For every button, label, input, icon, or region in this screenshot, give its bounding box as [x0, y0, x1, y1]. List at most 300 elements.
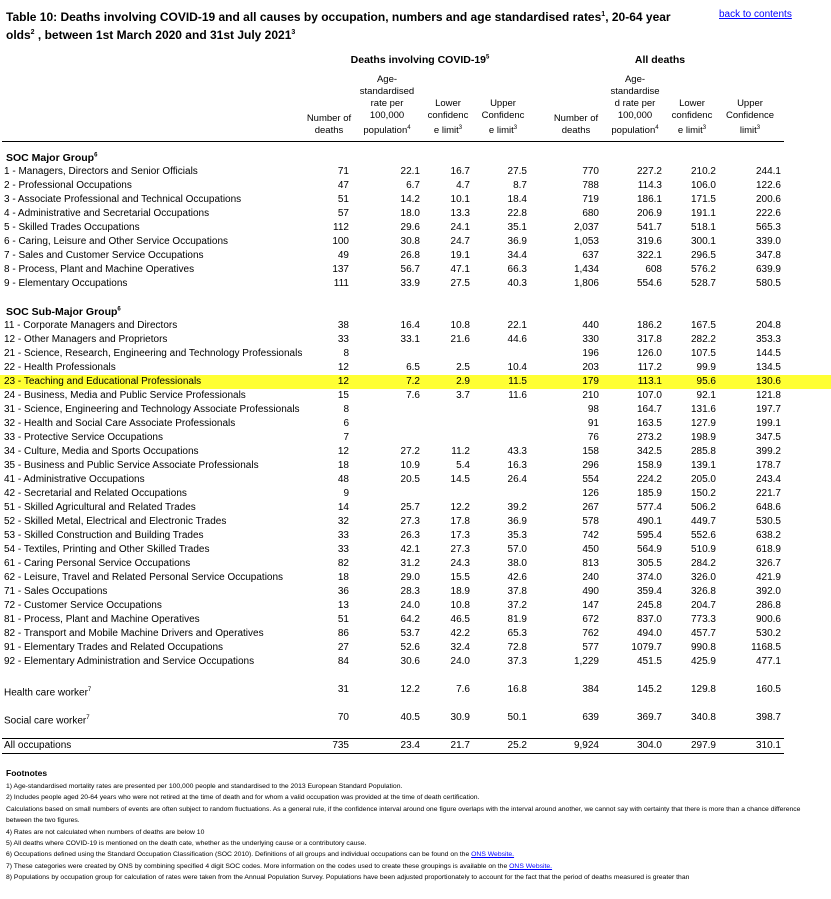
table-row: [0, 431, 831, 445]
table-cell: 49: [337, 250, 349, 261]
table-row: [0, 417, 831, 431]
table-cell: 204.7: [690, 600, 716, 611]
table-cell: 900.6: [755, 614, 781, 625]
table-cell: 490: [582, 586, 599, 597]
table-cell: 171.5: [690, 194, 716, 205]
table-cell: 197.7: [755, 404, 781, 415]
footnote-3: Calculations based on small numbers of events are often subject to random fluctuations. As a general rule, if the confidence interval around one figure overlaps with the interval around another, we cannot say with certainty that there is more than a chance difference between the two figures.: [6, 805, 801, 825]
table-cell: 27: [337, 642, 349, 653]
table-row: [0, 207, 831, 221]
table-cell: 185.9: [636, 488, 662, 499]
footnote-6: 6) Occupations defined using the Standard Occupation Classification (SOC 2010). Definitions of all groups and individual occupations can be found on the ONS Website.: [6, 851, 515, 859]
table-cell: 719: [582, 194, 599, 205]
table-cell: 65.3: [507, 628, 527, 639]
table-row: [0, 347, 831, 361]
table-cell: 210: [582, 390, 599, 401]
table-cell: 42.2: [450, 628, 470, 639]
table-cell: 990.8: [690, 642, 716, 653]
table-cell: 17.3: [450, 530, 470, 541]
table-cell: 530.2: [755, 628, 781, 639]
table-cell: 134.5: [755, 362, 781, 373]
table-cell: 15.5: [450, 572, 470, 583]
table-cell: 421.9: [755, 572, 781, 583]
table-cell: 9: [343, 488, 349, 499]
table-cell: 126.0: [636, 348, 662, 359]
table-cell: 21.7: [450, 740, 470, 751]
table-cell: 554.6: [636, 278, 662, 289]
table-cell: 637: [582, 250, 599, 261]
table-cell: 300.1: [690, 236, 716, 247]
table-cell: 10.8: [450, 600, 470, 611]
table-cell: 27.3: [450, 544, 470, 555]
covid-rate-header: Age- standardised rate per 100,000 population$^4$: [359, 73, 415, 136]
all-lower-header: Lower confidenc e limit$^3$: [671, 97, 713, 136]
row-label: 35 - Business and Public Service Associate Professionals: [4, 460, 259, 471]
row-label: 23 - Teaching and Educational Professionals: [4, 376, 202, 387]
soc-sub-major-group-heading: SOC Sub-Major Group$^6$: [6, 306, 121, 318]
all-rate-header: Age- standardise d rate per 100,000 population$^4$: [610, 73, 660, 136]
table-cell: 42.1: [400, 544, 420, 555]
table-cell: 813: [582, 558, 599, 569]
table-cell: 186.1: [636, 194, 662, 205]
footnote-7: 7) These categories were created by ONS by combining specified 4 digit SOC codes. More information on the codes used to create these groupings is available on the ONS Website.: [6, 862, 553, 870]
table-row: [0, 655, 831, 669]
table-cell: 33.9: [400, 278, 420, 289]
table-row: [0, 193, 831, 207]
footnote-1: 1) Age-standardised mortality rates are presented per 100,000 people and standardised to the 2013 European Standard Population.: [6, 783, 403, 790]
table-row: [0, 487, 831, 501]
table-cell: 145.2: [636, 684, 662, 695]
total-bottom-rule: [2, 753, 784, 754]
table-cell: 7: [343, 432, 349, 443]
table-cell: 107.0: [636, 390, 662, 401]
table-cell: 30.6: [400, 656, 420, 667]
row-label: 81 - Process, Plant and Machine Operatives: [4, 614, 200, 625]
table-row: [0, 403, 831, 417]
table-row: [0, 445, 831, 459]
table-cell: 131.6: [690, 404, 716, 415]
table-cell: 163.5: [636, 418, 662, 429]
table-cell: 32.4: [450, 642, 470, 653]
table-cell: 773.3: [690, 614, 716, 625]
table-cell: 618.9: [755, 544, 781, 555]
row-label: 7 - Sales and Customer Service Occupations: [4, 250, 204, 261]
table-row: [0, 375, 831, 389]
table-cell: 273.2: [636, 432, 662, 443]
table-cell: 399.2: [755, 446, 781, 457]
table-cell: 10.4: [507, 362, 527, 373]
covid-number-header: Number of deaths: [306, 113, 352, 136]
table-cell: 742: [582, 530, 599, 541]
table-cell: 10.9: [400, 460, 420, 471]
table-cell: 837.0: [636, 614, 662, 625]
table-cell: 221.7: [755, 488, 781, 499]
table-cell: 369.7: [636, 712, 662, 723]
row-label: Social care worker$^7$: [4, 715, 90, 727]
table-row: [0, 557, 831, 571]
table-cell: 27.3: [400, 516, 420, 527]
footnotes: [6, 781, 824, 884]
table-cell: 199.1: [755, 418, 781, 429]
table-cell: 384: [582, 684, 599, 695]
table-cell: 24.0: [450, 656, 470, 667]
row-label: 41 - Administrative Occupations: [4, 474, 145, 485]
table-cell: 8: [343, 404, 349, 415]
table-cell: 580.5: [755, 278, 781, 289]
table-cell: 114.3: [637, 180, 662, 191]
table-cell: 51: [337, 194, 349, 205]
table-cell: 48: [337, 474, 349, 485]
table-cell: 17.8: [450, 516, 470, 527]
table-cell: 762: [582, 628, 599, 639]
table-cell: 347.8: [755, 250, 781, 261]
table-cell: 178.7: [755, 460, 781, 471]
table-cell: 23.4: [400, 740, 420, 751]
table-cell: 34.4: [507, 250, 527, 261]
table-cell: 129.8: [690, 684, 716, 695]
table-cell: 38: [337, 320, 349, 331]
table-cell: 95.6: [696, 376, 716, 387]
table-row: [0, 263, 831, 277]
row-label: 24 - Business, Media and Public Service Professionals: [4, 390, 246, 401]
table-cell: 11.6: [508, 390, 527, 401]
table-cell: 13.3: [450, 208, 470, 219]
table-cell: 317.8: [636, 334, 662, 345]
table-cell: 3.7: [456, 390, 470, 401]
table-cell: 577.4: [636, 502, 662, 513]
table-cell: 14.5: [450, 474, 470, 485]
table-row: [0, 459, 831, 473]
table-cell: 127.9: [690, 418, 716, 429]
table-cell: 126: [582, 488, 599, 499]
table-cell: 672: [582, 614, 599, 625]
table-cell: 639: [582, 712, 599, 723]
table-cell: 339.0: [755, 236, 781, 247]
table-cell: 11.5: [508, 376, 527, 387]
table-row: [0, 529, 831, 543]
table-cell: 16.7: [450, 166, 470, 177]
row-label: 8 - Process, Plant and Machine Operatives: [4, 264, 195, 275]
table-row: [0, 165, 831, 179]
table-cell: 477.1: [755, 656, 781, 667]
table-cell: 528.7: [690, 278, 716, 289]
table-cell: 27.5: [450, 278, 470, 289]
table-cell: 16.3: [507, 460, 527, 471]
table-cell: 35.3: [507, 530, 527, 541]
table-cell: 37.8: [507, 586, 527, 597]
table-cell: 18: [337, 572, 349, 583]
table-cell: 12.2: [450, 502, 470, 513]
table-cell: 21.6: [450, 334, 470, 345]
table-row: [0, 361, 831, 375]
table-cell: 203: [582, 362, 599, 373]
table-cell: 27.5: [507, 166, 527, 177]
table-cell: 84: [337, 656, 349, 667]
row-label: 2 - Professional Occupations: [4, 180, 132, 191]
table-cell: 28.3: [400, 586, 420, 597]
covid-upper-header: Upper Confidenc e limit$^3$: [481, 97, 525, 136]
table-cell: 26.4: [507, 474, 527, 485]
table-cell: 43.3: [507, 446, 527, 457]
row-label: Health care worker$^7$: [4, 687, 92, 699]
table-cell: 37.2: [507, 600, 527, 611]
table-cell: 121.8: [755, 390, 781, 401]
table-cell: 530.5: [755, 516, 781, 527]
table-cell: 576.2: [690, 264, 716, 275]
table-cell: 4.7: [456, 180, 470, 191]
table-row: [0, 235, 831, 249]
table-cell: 56.7: [400, 264, 420, 275]
row-label: 61 - Caring Personal Service Occupations: [4, 558, 191, 569]
table-cell: 284.2: [690, 558, 716, 569]
table-cell: 319.6: [636, 236, 662, 247]
table-cell: 577: [582, 642, 599, 653]
table-cell: 64.2: [400, 614, 420, 625]
table-cell: 518.1: [690, 222, 716, 233]
row-label: 22 - Health Professionals: [4, 362, 116, 373]
table-cell: 6.5: [406, 362, 420, 373]
table-row: [0, 515, 831, 529]
table-cell: 222.6: [755, 208, 781, 219]
table-cell: 1,229: [573, 656, 599, 667]
row-label: 5 - Skilled Trades Occupations: [4, 222, 140, 233]
table-cell: 26.8: [400, 250, 420, 261]
table-cell: 227.2: [636, 166, 662, 177]
table-cell: 26.3: [400, 530, 420, 541]
table-cell: 20.5: [400, 474, 420, 485]
table-cell: 1,434: [573, 264, 599, 275]
table-row: [0, 319, 831, 333]
table-cell: 506.2: [690, 502, 716, 513]
table-cell: 735: [332, 740, 349, 751]
table-cell: 27.2: [400, 446, 420, 457]
table-cell: 99.9: [696, 362, 716, 373]
table-cell: 53.7: [400, 628, 420, 639]
ons-website-link-1[interactable]: ONS Website.: [471, 851, 515, 859]
table-cell: 565.3: [755, 222, 781, 233]
table-cell: 160.5: [755, 684, 781, 695]
table-cell: 450: [582, 544, 599, 555]
table-cell: 14: [337, 502, 349, 513]
table-cell: 40.5: [400, 712, 420, 723]
table-cell: 200.6: [755, 194, 781, 205]
table-cell: 158.9: [636, 460, 662, 471]
row-label: 42 - Secretarial and Related Occupations: [4, 488, 187, 499]
row-label: 33 - Protective Service Occupations: [4, 432, 163, 443]
table-cell: 245.8: [636, 600, 662, 611]
table-cell: 541.7: [636, 222, 662, 233]
table-cell: 14.2: [400, 194, 420, 205]
table-cell: 106.0: [690, 180, 716, 191]
table-cell: 494.0: [636, 628, 662, 639]
table-cell: 19.1: [450, 250, 470, 261]
table-cell: 680: [582, 208, 599, 219]
table-cell: 113.1: [637, 376, 662, 387]
table-cell: 18.9: [450, 586, 470, 597]
row-label: 1 - Managers, Directors and Senior Officials: [4, 166, 198, 177]
table-cell: 36.9: [507, 516, 527, 527]
table-cell: 770: [582, 166, 599, 177]
table-cell: 18: [337, 460, 349, 471]
table-cell: 788: [582, 180, 599, 191]
table-cell: 11.2: [451, 446, 470, 457]
table-cell: 66.3: [507, 264, 527, 275]
table-cell: 36: [337, 586, 349, 597]
table-cell: 22.1: [400, 166, 420, 177]
footnotes-title: Footnotes: [6, 768, 48, 778]
covid-deaths-group-header: Deaths involving COVID-$19^5$: [350, 54, 490, 66]
table-cell: 144.5: [755, 348, 781, 359]
table-cell: 6.7: [406, 180, 420, 191]
table-row: [0, 711, 831, 725]
row-label: 51 - Skilled Agricultural and Related Trades: [4, 502, 196, 513]
table-cell: 16.8: [507, 684, 527, 695]
table-cell: 451.5: [636, 656, 662, 667]
table-cell: 196: [582, 348, 599, 359]
table-cell: 440: [582, 320, 599, 331]
row-label: 71 - Sales Occupations: [4, 586, 108, 597]
table-cell: 139.1: [690, 460, 716, 471]
table-cell: 1168.5: [751, 642, 781, 653]
row-label: 82 - Transport and Mobile Machine Drivers and Operatives: [4, 628, 264, 639]
table-cell: 29.6: [400, 222, 420, 233]
table-cell: 33: [337, 530, 349, 541]
row-label: 32 - Health and Social Care Associate Professionals: [4, 418, 236, 429]
table-cell: 81.9: [507, 614, 527, 625]
row-label: 53 - Skilled Construction and Building Trades: [4, 530, 204, 541]
table-cell: 112: [333, 222, 349, 233]
table-cell: 267: [582, 502, 599, 513]
covid-lower-header: Lower confidenc e limit$^3$: [427, 97, 469, 136]
table-row: [0, 739, 831, 753]
table-row: [0, 585, 831, 599]
table-cell: 40.3: [507, 278, 527, 289]
table-cell: 107.5: [690, 348, 716, 359]
table-cell: 147: [582, 600, 599, 611]
table-cell: 57: [337, 208, 349, 219]
table-row: [0, 641, 831, 655]
row-label: 4 - Administrative and Secretarial Occupations: [4, 208, 210, 219]
table-cell: 98: [587, 404, 599, 415]
table-cell: 12: [337, 362, 349, 373]
table-cell: 7.2: [406, 376, 420, 387]
table-cell: 9,924: [573, 740, 599, 751]
table-cell: 47: [337, 180, 349, 191]
all-deaths-group-header: All deaths: [634, 54, 686, 66]
table-cell: 1,806: [573, 278, 599, 289]
table-cell: 12.2: [400, 684, 420, 695]
table-cell: 296.5: [690, 250, 716, 261]
table-cell: 46.5: [450, 614, 470, 625]
table-cell: 13: [337, 600, 349, 611]
table-cell: 25.2: [507, 740, 527, 751]
table-cell: 91: [587, 418, 599, 429]
ons-website-link-2[interactable]: ONS Website.: [509, 862, 553, 870]
table-cell: 179: [582, 376, 599, 387]
table-cell: 425.9: [690, 656, 716, 667]
table-cell: 244.1: [755, 166, 781, 177]
table-cell: 42.6: [507, 572, 527, 583]
row-label: 11 - Corporate Managers and Directors: [4, 320, 178, 331]
row-label: 91 - Elementary Trades and Related Occupations: [4, 642, 224, 653]
footnote-8: 8) Populations by occupation group for calculation of rates were taken from the Annual Population Survey. Populations have been adjusted proportionately to account for the fact that the period of deaths measured is greater than: [6, 874, 690, 882]
table-cell: 18.4: [507, 194, 527, 205]
table-cell: 164.7: [636, 404, 662, 415]
table-cell: 12: [337, 376, 349, 387]
table-cell: 72.8: [507, 642, 527, 653]
table-cell: 16.4: [400, 320, 420, 331]
table-cell: 111: [333, 278, 349, 289]
table-cell: 31: [337, 684, 349, 695]
table-cell: 310.1: [755, 740, 781, 751]
table-cell: 340.8: [690, 712, 716, 723]
table-cell: 305.5: [636, 558, 662, 569]
table-row: [0, 543, 831, 557]
table-cell: 29.0: [400, 572, 420, 583]
table-cell: 554: [582, 474, 599, 485]
table-cell: 25.7: [400, 502, 420, 513]
table-cell: 6: [343, 418, 349, 429]
table-cell: 22.8: [507, 208, 527, 219]
all-number-header: Number of deaths: [553, 113, 599, 136]
table-cell: 167.5: [690, 320, 716, 331]
row-label: 9 - Elementary Occupations: [4, 278, 128, 289]
table-cell: 30.9: [450, 712, 470, 723]
table-cell: 2,037: [573, 222, 599, 233]
table-cell: 1,053: [573, 236, 599, 247]
table-cell: 2.9: [456, 376, 470, 387]
table-cell: 32: [337, 516, 349, 527]
table-cell: 24.3: [450, 558, 470, 569]
row-label: 72 - Customer Service Occupations: [4, 600, 162, 611]
table-cell: 92.1: [696, 390, 716, 401]
table-row: [0, 473, 831, 487]
table-cell: 326.7: [755, 558, 781, 569]
table-cell: 8.7: [513, 180, 527, 191]
table-cell: 243.4: [755, 474, 781, 485]
row-label: 92 - Elementary Administration and Service Occupations: [4, 656, 255, 667]
table-cell: 639.9: [755, 264, 781, 275]
table-cell: 18.0: [400, 208, 420, 219]
row-label: 31 - Science, Engineering and Technology Associate Professionals: [4, 404, 300, 415]
table-cell: 297.9: [690, 740, 716, 751]
table-cell: 353.3: [755, 334, 781, 345]
table-cell: 7.6: [456, 684, 470, 695]
table-title: Table 10: Deaths involving COVID-19 and all causes by occupation, numbers and age standardised rates$^1$, 20-64 year olds$^2$ , between 1st March 2020 and 31st July 2021$^3$: [6, 10, 671, 42]
table-cell: 57.0: [507, 544, 527, 555]
total-top-rule: [2, 738, 784, 739]
table-cell: 52.6: [400, 642, 420, 653]
table-cell: 12: [337, 446, 349, 457]
table-cell: 224.2: [636, 474, 662, 485]
table-cell: 150.2: [690, 488, 716, 499]
table-cell: 7.6: [406, 390, 420, 401]
table-cell: 15: [337, 390, 349, 401]
table-row: [0, 571, 831, 585]
table-cell: 304.0: [636, 740, 662, 751]
table-cell: 33: [337, 334, 349, 345]
row-label: 3 - Associate Professional and Technical Occupations: [4, 194, 242, 205]
table-cell: 186.2: [636, 320, 662, 331]
row-label: 12 - Other Managers and Proprietors: [4, 334, 168, 345]
row-label: 52 - Skilled Metal, Electrical and Electronic Trades: [4, 516, 227, 527]
table-cell: 22.1: [507, 320, 527, 331]
table-cell: 457.7: [690, 628, 716, 639]
table-cell: 2.5: [456, 362, 470, 373]
back-to-contents-link[interactable]: back to contents: [719, 9, 792, 20]
table-cell: 35.1: [507, 222, 527, 233]
table-cell: 240: [582, 572, 599, 583]
